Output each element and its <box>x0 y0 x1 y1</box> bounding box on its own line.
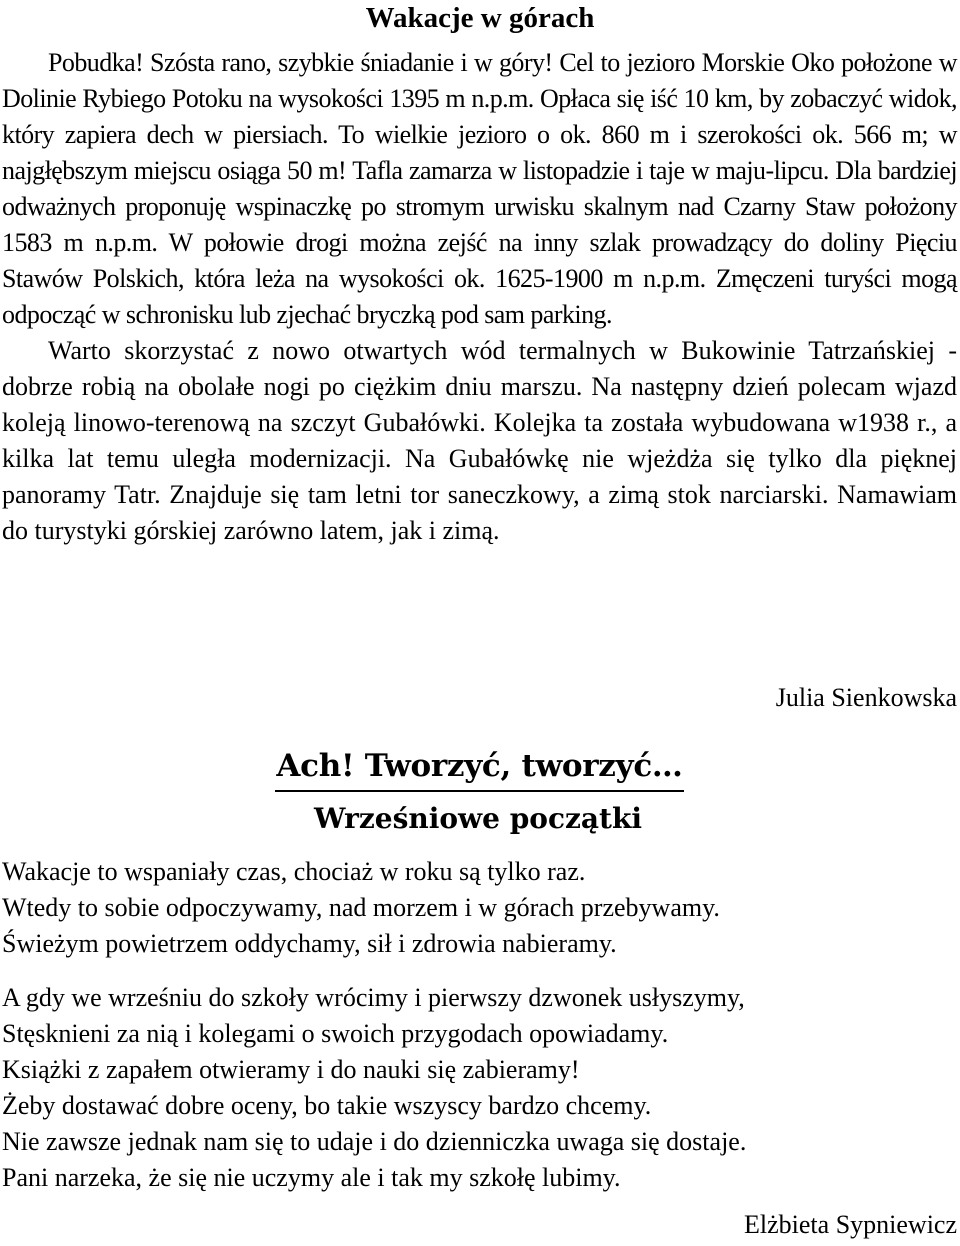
poem-stanza-1 <box>2 854 720 962</box>
poem-line: Żeby dostawać dobre oceny, bo takie wszyscy bardzo chcemy. <box>2 1091 652 1120</box>
poem-line: Pani narzeka, że się nie uczymy ale i tak my szkołę lubimy. <box>2 1163 621 1192</box>
section-heading-text: Ach! Tworzyć, tworzyć… <box>275 742 683 792</box>
poem-line: Stęsknieni za nią i kolegami o swoich przygodach opowiadamy. <box>2 1019 669 1048</box>
article-paragraph: Pobudka! Szósta rano, szybkie śniadanie i w góry! Cel to jezioro Morskie Oko położone w Dolinie Rybiego Potoku na wysokości 1395 m n.p.m. Opłaca się iść 10 km, by zobaczyć widok, który zapiera dech w piersiach. To wielkie jezioro o ok. 860 m i szerokości ok. 566 m; w najgłębszym miejscu osiąga 50 m! Tafla zamarza w listopadzie i taje w maju-lipcu. Dla bardziej odważnych proponuję wspinaczkę po stromym urwisku skalnym nad Czarny Staw położony 1583 m n.p.m. W połowie drogi można zejść na inny szlak prowadzący do doliny Pięciu Stawów Polskich, która leża na wysokości ok. 1625-1900 m n.p.m. Zmęczeni turyści mogą odpocząć w schronisku lub zjechać bryczką pod sam parking. <box>2 48 957 329</box>
article-paragraph: Warto skorzystać z nowo otwartych wód termalnych w Bukowinie Tatrzańskiej - dobrze robią na obolałe nogi po ciężkim dniu marszu. Na następny dzień polecam wjazd koleją linowo-terenową na szczyt Gubałówki. Kolejka ta została wybudowana w1938 r., a kilka lat temu uległa modernizacji. Na Gubałówkę nie wjeżdża się tylko dla pięknej panoramy Tatr. Znajduje się tam letni tor saneczkowy, a zimą stok narciarski. Namawiam do turystyki górskiej zarówno latem, jak i zimą. <box>2 336 957 545</box>
poem-line: Nie zawsze jednak nam się to udaje i do dzienniczka uwaga się dostaje. <box>2 1127 747 1156</box>
poem-line: Świeżym powietrzem oddychamy, sił i zdrowia nabieramy. <box>2 929 617 958</box>
article-body <box>2 45 957 549</box>
poem-line: Wakacje to wspaniały czas, chociaż w roku są tylko raz. <box>2 857 586 886</box>
article-author: Julia Sienkowska <box>775 683 957 712</box>
poem-title: Wrześniowe początki <box>313 802 643 835</box>
section-heading <box>0 742 960 792</box>
poem-author: Elżbieta Sypniewicz <box>744 1210 957 1239</box>
poem-stanza-2 <box>2 980 746 1196</box>
poem-line: A gdy we wrześniu do szkoły wrócimy i pierwszy dzwonek usłyszymy, <box>2 983 745 1012</box>
article-title: Wakacje w górach <box>365 2 595 34</box>
poem-line: Wtedy to sobie odpoczywamy, nad morzem i w górach przebywamy. <box>2 893 720 922</box>
poem-line: Książki z zapałem otwieramy i do nauki się zabieramy! <box>2 1055 580 1084</box>
